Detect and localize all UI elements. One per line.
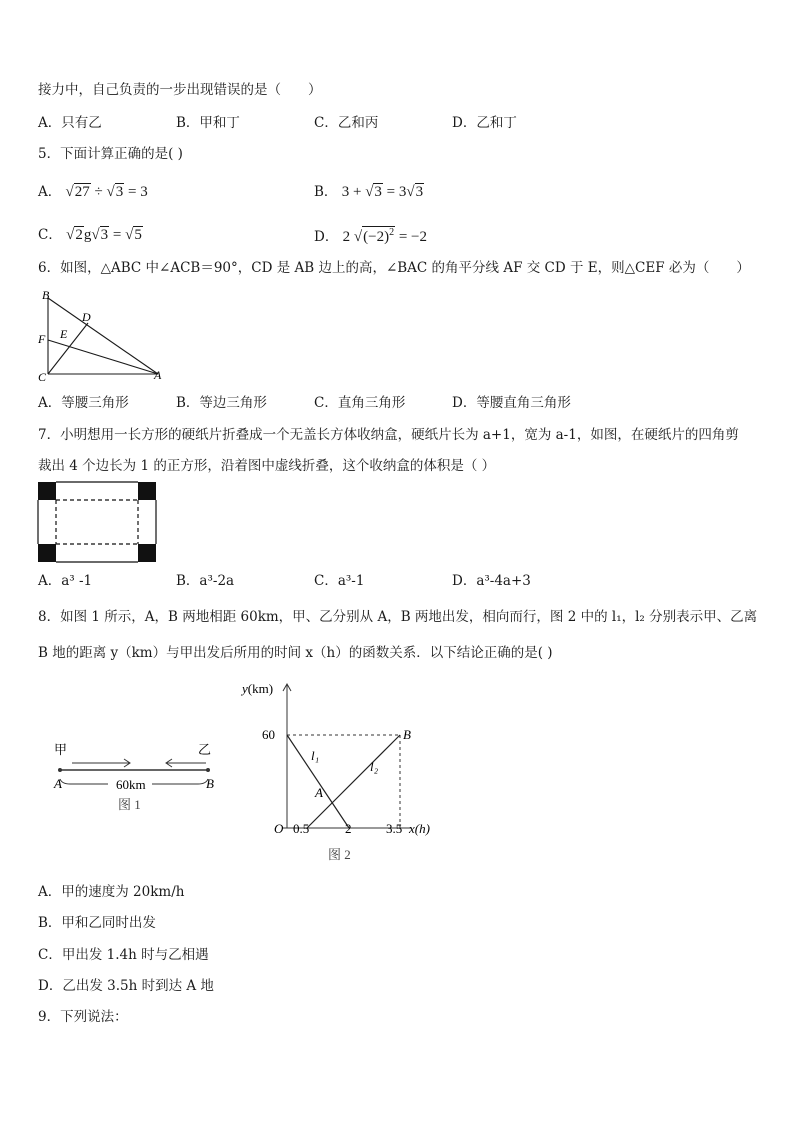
q8-fig2-tick-60: 60 <box>262 727 275 742</box>
q5-a-label: A． <box>38 184 62 200</box>
q5-d-result: = −2 <box>398 229 427 245</box>
q5-c-label: C． <box>38 227 62 243</box>
q8-fig1-a: A <box>54 776 62 791</box>
q6-option-a: A．等腰三角形 <box>38 395 129 411</box>
q5-a-radicand-1: 27 <box>74 184 90 200</box>
q5-c-radicand-3: 5 <box>134 227 142 243</box>
q4-stem-tail: 接力中，自己负责的一步出现错误的是（ ） <box>38 82 322 98</box>
q5-stem: 5．下面计算正确的是( ) <box>38 146 183 162</box>
q8-stem-line1: 8．如图 1 所示，A，B 两地相距 60km，甲、乙分别从 A，B 两地出发，相向而行，图 2 中的 l₁，l₂ 分别表示甲、乙离 <box>38 609 758 625</box>
q5-c-equals: = <box>112 227 122 243</box>
q5-c-mid: g <box>83 227 92 243</box>
q4-option-b: B．甲和丁 <box>176 115 240 131</box>
q6-label-d: D <box>82 310 91 324</box>
q5-d-label: D． <box>314 229 339 245</box>
q7-cardboard-figure <box>36 480 160 564</box>
q7-corner-square-bl <box>38 544 56 562</box>
q7-option-a: A．a³ -1 <box>38 573 93 589</box>
q8-option-c: C．甲出发 1.4h 时与乙相遇 <box>38 947 209 963</box>
q7-corner-square-br <box>138 544 156 562</box>
q8-fig2-xlabel: x(h) <box>409 821 430 836</box>
q5-d-radicand: $(-2)^2$ <box>363 227 395 245</box>
q5-option-c: C． √2g√3 = √5 <box>38 227 142 243</box>
q7-stem-line2: 裁出 4 个边长为 1 的正方形，沿着图中虚线折叠，这个收纳盒的体积是（ ） <box>38 458 496 474</box>
q6-triangle-figure <box>34 284 168 384</box>
q8-fig2-tick-2: 2 <box>345 821 352 836</box>
q6-label-c: C <box>38 370 47 384</box>
q5-b-prefix: 3 + <box>341 184 362 200</box>
q8-fig2-point-b: B <box>403 727 411 742</box>
q6-option-d: D．等腰直角三角形 <box>452 395 571 411</box>
q7-corner-square-tl <box>38 482 56 500</box>
q8-line-l2 <box>307 735 400 828</box>
q8-fig2-l2-label: l₂ <box>370 759 379 774</box>
q8-fig2-caption: 图 2 <box>328 847 351 862</box>
q5-a-operator: ÷ <box>94 184 103 200</box>
q5-b-label: B． <box>314 184 338 200</box>
q8-fig2-origin: O <box>274 821 284 836</box>
q6-option-c: C．直角三角形 <box>314 395 406 411</box>
q8-fig1-jia: 甲 <box>54 742 68 757</box>
q4-option-d: D．乙和丁 <box>452 115 517 131</box>
q8-fig1-caption: 图 1 <box>118 797 141 812</box>
q8-fig1-b: B <box>206 776 214 791</box>
q5-a-radicand-2: 3 <box>115 184 124 200</box>
q6-label-e: E <box>60 327 68 341</box>
q5-c-radicand-1: 2 <box>75 227 83 243</box>
q6-stem: 6．如图，△ABC 中∠ACB＝90°，CD 是 AB 边上的高，∠BAC 的角平分线 AF 交 CD 于 E，则△CEF 必为（ ） <box>38 260 750 276</box>
q8-figure-2 <box>236 676 448 868</box>
q8-fig2-l1-label: l₁ <box>311 748 320 763</box>
q7-option-d: D．a³-4a+3 <box>452 573 531 589</box>
q6-label-a: A <box>154 368 162 382</box>
q8-option-b: B．甲和乙同时出发 <box>38 915 156 931</box>
q4-option-c: C．乙和丙 <box>314 115 379 131</box>
q7-stem-line1: 7．小明想用一长方形的硬纸片折叠成一个无盖长方体收纳盒，硬纸片长为 a+1，宽为 a-1，如图，在硬纸片的四角剪 <box>38 427 739 443</box>
q5-b-radicand-2: 3 <box>415 184 424 200</box>
q8-option-d: D．乙出发 3.5h 时到达 A 地 <box>38 978 214 994</box>
q5-b-radicand-1: 3 <box>374 184 382 200</box>
q5-c-radicand-2: 3 <box>100 227 109 243</box>
q8-fig1-distance: 60km <box>116 777 146 792</box>
q5-d-prefix: 2 <box>342 229 351 245</box>
q8-option-a: A．甲的速度为 20km/h <box>38 884 185 900</box>
q7-corner-square-tr <box>138 482 156 500</box>
q6-option-b: B．等边三角形 <box>176 395 267 411</box>
q5-b-result: = 3 <box>386 184 407 200</box>
q8-stem-line2: B 地的距离 y（km）与甲出发后所用的时间 x（h）的函数关系．以下结论正确的是( ) <box>38 645 553 661</box>
q8-fig2-point-a: A <box>315 785 323 800</box>
q8-fig1-yi: 乙 <box>198 742 212 757</box>
q4-option-a: A．只有乙 <box>38 115 102 131</box>
q5-a-result: = 3 <box>128 184 148 200</box>
q5-option-a: A． √27 ÷ √3 = 3 <box>38 184 148 200</box>
q8-fig2-ylabel: y(km) <box>242 681 274 696</box>
q7-fold-lines <box>56 500 138 544</box>
q8-fig2-tick-05: 0.5 <box>293 821 310 836</box>
q5-option-d: D． 2 $√(-2)^2 = -2$ <box>314 227 427 245</box>
q8-fig2-tick-35: 3.5 <box>386 821 403 836</box>
q6-label-b: B <box>42 288 50 302</box>
q6-label-f: F <box>38 332 46 346</box>
q9-stem: 9．下列说法： <box>38 1009 128 1025</box>
q7-option-c: C．a³-1 <box>314 573 365 589</box>
q8-figure-1 <box>48 738 228 818</box>
q7-option-b: B．a³-2a <box>176 573 235 589</box>
q5-option-b: B． 3 + √3 = 3√3 <box>314 184 424 200</box>
